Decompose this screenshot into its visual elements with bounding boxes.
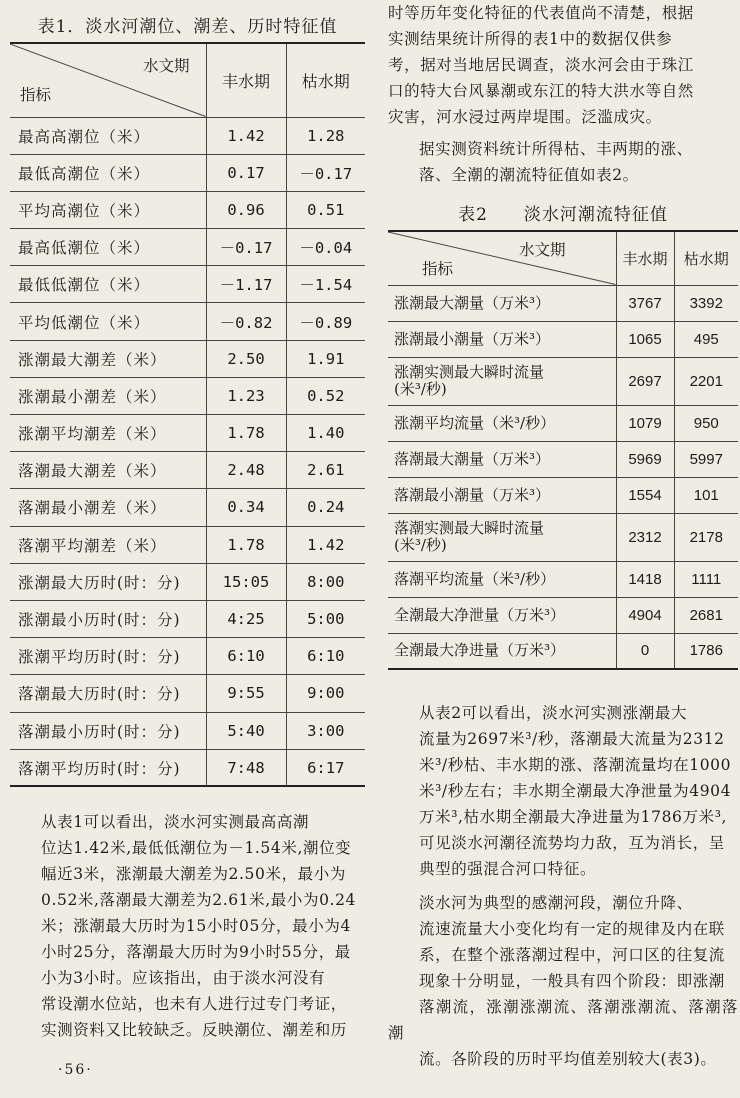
table2-wet-value: 2312 bbox=[616, 513, 674, 561]
table1-dry-value: 1.28 bbox=[286, 117, 365, 154]
table2-row bbox=[388, 321, 738, 357]
table1-wet-value: 4:25 bbox=[206, 600, 286, 637]
table1-wet-value: －0.17 bbox=[206, 229, 286, 266]
table2-indicator-cell: 落潮最大潮量（万米³） bbox=[388, 441, 616, 477]
table1-wet-value: 2.50 bbox=[206, 340, 286, 377]
table2-indicator-cell: 涨潮最大潮量（万米³） bbox=[388, 285, 616, 321]
left-paragraph bbox=[10, 809, 365, 1043]
table2-header-dry: 枯水期 bbox=[674, 231, 738, 285]
table1-indicator-cell: 最低低潮位（米） bbox=[10, 266, 206, 303]
table2-indicator-cell: 涨潮最小潮量（万米³） bbox=[388, 321, 616, 357]
table1-row bbox=[10, 303, 365, 340]
table1-wet-value: 1.78 bbox=[206, 415, 286, 452]
table2-indicator-cell: 落潮平均流量（米³/秒） bbox=[388, 561, 616, 597]
table1-row bbox=[10, 117, 365, 154]
table1-caption: 表1．淡水河潮位、潮差、历时特征值 bbox=[37, 17, 338, 37]
table2-dry-value: 2178 bbox=[674, 513, 738, 561]
table1-wet-value: 5:40 bbox=[206, 712, 286, 749]
table1-row bbox=[10, 415, 365, 452]
table1-dry-value: 1.42 bbox=[286, 526, 365, 563]
table1-dry-value: －1.54 bbox=[286, 266, 365, 303]
table1-dry-value: 8:00 bbox=[286, 563, 365, 600]
table1-dry-value: 3:00 bbox=[286, 712, 365, 749]
table1-diagonal-header bbox=[10, 43, 206, 117]
right-column bbox=[388, 0, 738, 1072]
text-line: 据实测资料统计所得枯、丰两期的涨、 bbox=[419, 140, 693, 158]
table2-row bbox=[388, 357, 738, 405]
table2-row bbox=[388, 513, 738, 561]
table2-row bbox=[388, 441, 738, 477]
text-line: 考，据对当地居民调查，淡水河会由于珠江 bbox=[388, 56, 694, 74]
table1-wet-value: 6:10 bbox=[206, 638, 286, 675]
table2-wet-value: 3767 bbox=[616, 285, 674, 321]
right-paragraph-table2-analysis bbox=[388, 700, 738, 882]
table1-wet-value: 15:05 bbox=[206, 563, 286, 600]
table1-dry-value: －0.89 bbox=[286, 303, 365, 340]
table1-indicator-cell: 涨潮最大潮差（米） bbox=[10, 340, 206, 377]
right-intro-paragraph bbox=[388, 136, 738, 188]
table1-row bbox=[10, 266, 365, 303]
text-line: 米³/秒左右；丰水期全潮最大净泄量为4904 bbox=[419, 782, 732, 800]
table1-row bbox=[10, 526, 365, 563]
table1-dry-value: 1.40 bbox=[286, 415, 365, 452]
table1-dry-value: －0.17 bbox=[286, 154, 365, 191]
table2-header-indicator: 指标 bbox=[422, 259, 454, 278]
table2-row bbox=[388, 633, 738, 669]
text-line: 万米³,枯水期全潮最大净进量为1786万米³, bbox=[419, 808, 728, 826]
table1-indicator-cell: 涨潮最大历时(时：分) bbox=[10, 563, 206, 600]
table2-wet-value: 5969 bbox=[616, 441, 674, 477]
table1-row bbox=[10, 563, 365, 600]
table1-dry-value: 0.24 bbox=[286, 489, 365, 526]
text-line: 可见淡水河潮径流势均力敌，互为消长，呈 bbox=[419, 834, 725, 852]
text-line: 落潮流，涨潮涨潮流、落潮涨潮流、落潮落潮 bbox=[388, 998, 738, 1042]
table1-dry-value: －0.04 bbox=[286, 229, 365, 266]
text-line: 小时25分，落潮最大历时为9小时55分，最 bbox=[41, 943, 351, 962]
text-line: 淡水河为典型的感潮河段，潮位升降、 bbox=[419, 894, 693, 912]
table1-header-hydro-period: 水文期 bbox=[142, 57, 190, 75]
table2-dry-value: 1786 bbox=[674, 633, 738, 669]
table2-wet-value: 1065 bbox=[616, 321, 674, 357]
table2-row bbox=[388, 597, 738, 633]
table1-row bbox=[10, 154, 365, 191]
table2-indicator-cell: 落潮实测最大瞬时流量 (米³/秒) bbox=[388, 513, 616, 561]
table2-wet-value: 4904 bbox=[616, 597, 674, 633]
text-line: 米³/秒枯、丰水期的涨、落潮流量均在1000 bbox=[419, 756, 732, 774]
table1-dry-value: 6:10 bbox=[286, 638, 365, 675]
table1-indicator-cell: 落潮最小历时(时：分) bbox=[10, 712, 206, 749]
table2-indicator-cell: 涨潮平均流量（米³/秒） bbox=[388, 405, 616, 441]
table2-wet-value: 1079 bbox=[616, 405, 674, 441]
table1-indicator-cell: 落潮平均历时(时：分) bbox=[10, 749, 206, 786]
text-line: 现象十分明显，一般具有四个阶段：即涨潮 bbox=[419, 972, 725, 990]
table1-indicator-cell: 涨潮最小历时(时：分) bbox=[10, 600, 206, 637]
table1-wet-value: 0.96 bbox=[206, 191, 286, 228]
text-line: 流速流量大小变化均有一定的规律及内在联 bbox=[419, 920, 725, 938]
table1-dry-value: 5:00 bbox=[286, 600, 365, 637]
table2 bbox=[388, 230, 738, 670]
table1-header-dry: 枯水期 bbox=[286, 43, 365, 117]
table1-indicator-cell: 落潮平均潮差（米） bbox=[10, 526, 206, 563]
text-line: 实测结果统计所得的表1中的数据仅供参 bbox=[388, 30, 673, 48]
table2-dry-value: 1111 bbox=[674, 561, 738, 597]
table1-wet-value: 9:55 bbox=[206, 675, 286, 712]
table1-row bbox=[10, 377, 365, 414]
table1-row bbox=[10, 452, 365, 489]
table1-wet-value: 1.23 bbox=[206, 377, 286, 414]
table2-wet-value: 1554 bbox=[616, 477, 674, 513]
text-line: 时等历年变化特征的代表值尚不清楚，根据 bbox=[388, 4, 694, 22]
table1-header-row bbox=[10, 43, 365, 117]
right-top-paragraph bbox=[388, 0, 738, 130]
right-paragraph-tidal-stages bbox=[388, 890, 738, 1072]
table2-indicator-cell: 全潮最大净泄量（万米³） bbox=[388, 597, 616, 633]
table2-indicator-cell: 落潮最小潮量（万米³） bbox=[388, 477, 616, 513]
text-line: 实测资料又比较缺乏。反映潮位、潮差和历 bbox=[41, 1021, 347, 1040]
table2-wet-value: 1418 bbox=[616, 561, 674, 597]
table2-dry-value: 2681 bbox=[674, 597, 738, 633]
table1-wet-value: 2.48 bbox=[206, 452, 286, 489]
table1-wet-value: －0.82 bbox=[206, 303, 286, 340]
table1-indicator-cell: 最高低潮位（米） bbox=[10, 229, 206, 266]
table1-dry-value: 6:17 bbox=[286, 749, 365, 786]
table2-diagonal-header bbox=[388, 231, 616, 285]
text-line: 0.52米,落潮最大潮差为2.61米,最小为0.24 bbox=[41, 891, 356, 910]
text-line: 流量为2697米³/秒，落潮最大流量为2312 bbox=[419, 730, 725, 748]
text-line: 流。各阶段的历时平均值差别较大(表3)。 bbox=[419, 1050, 717, 1068]
table1-indicator-cell: 涨潮最小潮差（米） bbox=[10, 377, 206, 414]
table1-row bbox=[10, 229, 365, 266]
table2-dry-value: 950 bbox=[674, 405, 738, 441]
text-line: 从表1可以看出，淡水河实测最高高潮 bbox=[41, 813, 310, 832]
table2-row bbox=[388, 477, 738, 513]
table1-wet-value: 0.34 bbox=[206, 489, 286, 526]
text-line: 系，在整个涨落潮过程中，河口区的往复流 bbox=[419, 946, 725, 964]
table1-indicator-cell: 落潮最小潮差（米） bbox=[10, 489, 206, 526]
table1-dry-value: 0.51 bbox=[286, 191, 365, 228]
table2-header-wet: 丰水期 bbox=[616, 231, 674, 285]
text-line: 米；涨潮最大历时为15小时05分，最小为4 bbox=[41, 917, 351, 936]
table2-dry-value: 3392 bbox=[674, 285, 738, 321]
table1-dry-value: 9:00 bbox=[286, 675, 365, 712]
table1-dry-value: 1.91 bbox=[286, 340, 365, 377]
table2-indicator-cell: 全潮最大净进量（万米³） bbox=[388, 633, 616, 669]
text-line: 口的特大台风暴潮或东江的特大洪水等自然 bbox=[388, 82, 694, 100]
text-line: 灾害，河水浸过两岸堤围。泛滥成灾。 bbox=[388, 108, 662, 126]
table1-row bbox=[10, 749, 365, 786]
table2-row bbox=[388, 405, 738, 441]
table1-row bbox=[10, 638, 365, 675]
text-line: 从表2可以看出，淡水河实测涨潮最大 bbox=[419, 704, 688, 722]
text-line: 典型的强混合河口特征。 bbox=[419, 860, 597, 878]
text-line: 小为3小时。应该指出，由于淡水河没有 bbox=[41, 969, 326, 988]
table2-indicator-cell: 涨潮实测最大瞬时流量 (米³/秒) bbox=[388, 357, 616, 405]
left-column bbox=[10, 12, 365, 1043]
table2-wet-value: 0 bbox=[616, 633, 674, 669]
text-line: 落、全潮的潮流特征值如表2。 bbox=[419, 166, 639, 184]
table1-header-wet: 丰水期 bbox=[206, 43, 286, 117]
table2-dry-value: 495 bbox=[674, 321, 738, 357]
text-line: 幅近3米，涨潮最大潮差为2.50米，最小为 bbox=[41, 865, 346, 884]
table1-indicator-cell: 涨潮平均潮差（米） bbox=[10, 415, 206, 452]
table2-row bbox=[388, 285, 738, 321]
table1-wet-value: －1.17 bbox=[206, 266, 286, 303]
table1-row bbox=[10, 712, 365, 749]
table1-indicator-cell: 最低高潮位（米） bbox=[10, 154, 206, 191]
table1-wet-value: 1.42 bbox=[206, 117, 286, 154]
table1-row bbox=[10, 191, 365, 228]
table1-wet-value: 0.17 bbox=[206, 154, 286, 191]
table2-row bbox=[388, 561, 738, 597]
page-number: ·56· bbox=[58, 1062, 93, 1078]
table2-dry-value: 101 bbox=[674, 477, 738, 513]
table1-indicator-cell: 平均低潮位（米） bbox=[10, 303, 206, 340]
table1-row bbox=[10, 340, 365, 377]
table1-indicator-cell: 落潮最大历时(时：分) bbox=[10, 675, 206, 712]
table1 bbox=[10, 42, 365, 787]
table1-indicator-cell: 最高高潮位（米） bbox=[10, 117, 206, 154]
table1-indicator-cell: 平均高潮位（米） bbox=[10, 191, 206, 228]
table1-indicator-cell: 落潮最大潮差（米） bbox=[10, 452, 206, 489]
table1-row bbox=[10, 489, 365, 526]
table1-dry-value: 2.61 bbox=[286, 452, 365, 489]
table1-dry-value: 0.52 bbox=[286, 377, 365, 414]
table1-row bbox=[10, 675, 365, 712]
text-line: 位达1.42米,最低低潮位为－1.54米,潮位变 bbox=[41, 839, 352, 858]
text-line: 常设潮水位站，也未有人进行过专门考证， bbox=[41, 995, 347, 1014]
table2-dry-value: 5997 bbox=[674, 441, 738, 477]
table1-row bbox=[10, 600, 365, 637]
table1-indicator-cell: 涨潮平均历时(时：分) bbox=[10, 638, 206, 675]
table2-caption: 表2 淡水河潮流特征值 bbox=[458, 205, 668, 225]
table2-header-row bbox=[388, 231, 738, 285]
table2-dry-value: 2201 bbox=[674, 357, 738, 405]
table1-wet-value: 1.78 bbox=[206, 526, 286, 563]
table2-header-hydro-period: 水文期 bbox=[518, 241, 566, 259]
table2-wet-value: 2697 bbox=[616, 357, 674, 405]
table1-wet-value: 7:48 bbox=[206, 749, 286, 786]
table1-header-indicator: 指标 bbox=[20, 85, 52, 104]
